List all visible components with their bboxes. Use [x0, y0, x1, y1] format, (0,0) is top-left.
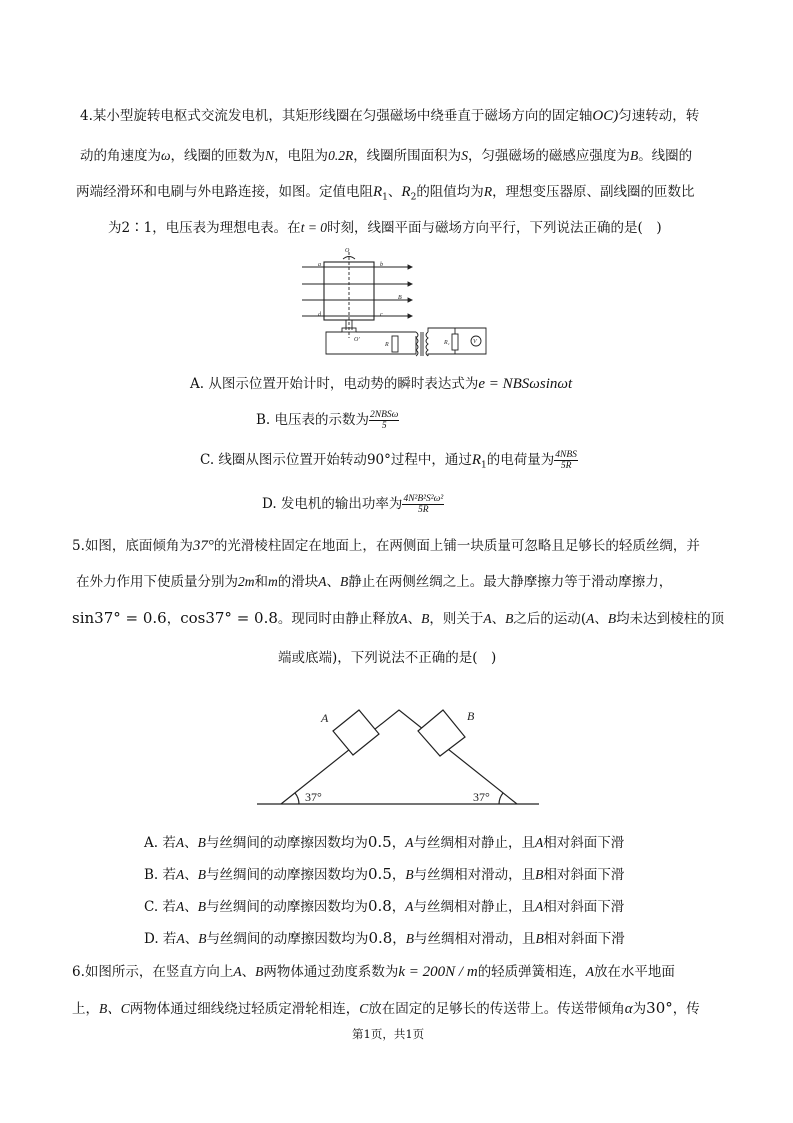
q4-line1: 4.某小型旋转电枢式交流发电机，其矩形线圈在匀强磁场中绕垂直于磁场方向的固定轴OC)匀速转动，转 [80, 108, 700, 124]
svg-text:A: A [321, 711, 329, 725]
svg-text:B: B [398, 295, 402, 301]
q4-option-c: C. 线圈从图示位置开始转动90°过程中，通过$R_1$的电荷量为 $\frac{\text{4NBS}}{5R}$ [200, 450, 577, 471]
q4-line3: 两端经滑环和电刷与外电路连接，如图。定值电阻$R_1$、$R_2$的阻值均为R，理想变压器原、副线圈的匝数比 [76, 184, 695, 203]
q4-option-d: D. 发电机的输出功率为 $\frac{\text{4N²B²S²ω²}}{5R}$ [262, 494, 444, 515]
q5-option-c: C. 若A、B与丝绸间的动摩擦因数均为0.8，A与丝绸相对静止，且A相对斜面下滑 [144, 897, 625, 915]
generator-circuit-diagram [300, 246, 490, 360]
svg-text:B: B [467, 709, 475, 723]
svg-text:V: V [473, 339, 477, 345]
q5-line2: 在外力作用下使质量分别为2m和m的滑块A、B静止在两侧丝绸之上。最大静摩擦力等于滑动摩擦力， [76, 574, 673, 590]
q5-option-d: D. 若A、B与丝绸间的动摩擦因数均为0.8，B与丝绸相对滑动，且B相对斜面下滑 [144, 929, 625, 947]
svg-text:a: a [318, 262, 321, 268]
prism-diagram [255, 696, 545, 808]
q5-line1: 5.如图，底面倾角为37°的光滑棱柱固定在地面上，在两侧面上铺一块质量可忽略且足够长的轻质丝绸，并 [72, 538, 700, 554]
q5-option-a: A. 若A、B与丝绸间的动摩擦因数均为0.5，A与丝绸相对静止，且A相对斜面下滑 [144, 833, 625, 851]
q5-line3: sin37° = 0.6，cos37° = 0.8。现同时由静止释放A、B，则关于A、B之后的运动(A、B均未达到棱柱的顶 [72, 609, 725, 627]
svg-text:R₁: R₁ [444, 340, 450, 346]
q4-option-b: B. 电压表的示数为 $\frac{\text{2NBSω}}{5}$ [256, 410, 399, 431]
q6-line1: 6.如图所示，在竖直方向上A、B两物体通过劲度系数为k = 200N / m的轻质弹簧相连，A放在水平地面 [72, 964, 675, 980]
svg-text:O: O [345, 248, 350, 254]
svg-text:c: c [380, 312, 383, 318]
svg-text:O': O' [354, 337, 360, 343]
q4-line4: 为2∶1，电压表为理想电表。在t = 0时刻，线圈平面与磁场方向平行，下列说法正确的是( ) [108, 220, 662, 236]
q5-option-b: B. 若A、B与丝绸间的动摩擦因数均为0.5，B与丝绸相对滑动，且B相对斜面下滑 [144, 865, 625, 883]
q6-line2: 上，B、C两物体通过细线绕过轻质定滑轮相连，C放在固定的足够长的传送带上。传送带倾角α为30°，传 [72, 999, 700, 1017]
q4-line2: 动的角速度为ω，线圈的匝数为N，电阻为0.2R，线圈所围面积为S，匀强磁场的磁感应强度为B。线圈的 [80, 148, 693, 164]
svg-text:37°: 37° [305, 790, 322, 804]
q4-option-a: A. 从图示位置开始计时，电动势的瞬时表达式为e = NBSωsinωt [190, 376, 573, 392]
page-footer: 第1页，共1页 [352, 1027, 425, 1041]
q5-line4: 端或底端)，下列说法不正确的是( ) [278, 650, 497, 666]
svg-text:b: b [380, 262, 383, 268]
svg-text:37°: 37° [473, 790, 490, 804]
svg-text:d: d [318, 312, 321, 318]
svg-text:R: R [385, 342, 389, 348]
